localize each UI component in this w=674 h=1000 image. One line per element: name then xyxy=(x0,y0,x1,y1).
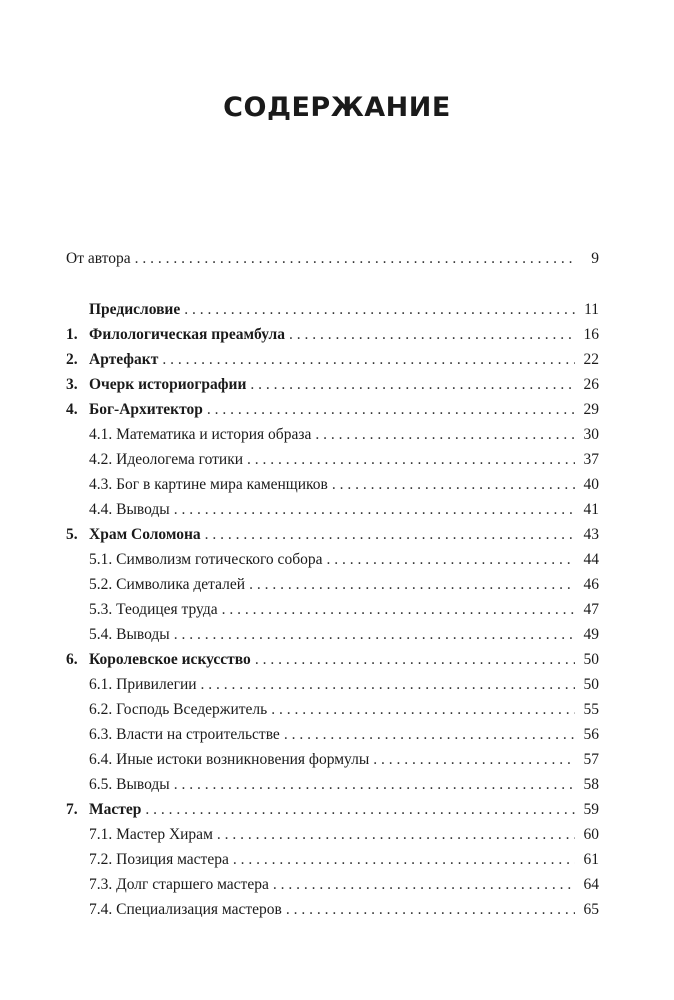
dot-leader xyxy=(273,872,575,897)
toc-page-number: 47 xyxy=(583,601,599,618)
dot-leader xyxy=(250,372,575,397)
toc-subsection-row[interactable] xyxy=(66,722,599,747)
toc-page-number: 41 xyxy=(583,501,599,518)
toc-entry-title: 6.2. Господь Вседержитель xyxy=(89,701,268,718)
toc-chapter-row[interactable] xyxy=(66,797,599,822)
toc-entry-title: 6.4. Иные истоки возникновения формулы xyxy=(89,751,370,768)
toc-chapter-number: 1. xyxy=(66,326,78,343)
toc-author-row[interactable] xyxy=(66,246,599,271)
toc-entry-title: Храм Соломона xyxy=(89,526,201,543)
dot-leader xyxy=(284,722,575,747)
toc-subsection-row[interactable] xyxy=(66,697,599,722)
toc-page-number: 50 xyxy=(583,651,599,668)
toc-page-number: 58 xyxy=(583,776,599,793)
toc-entry-title: 6.1. Привилегии xyxy=(89,676,197,693)
toc-entry-title: 7.2. Позиция мастера xyxy=(89,851,229,868)
page-title: СОДЕРЖАНИЕ xyxy=(223,92,451,123)
toc-chapter-row[interactable] xyxy=(66,372,599,397)
toc-page-number: 46 xyxy=(583,576,599,593)
toc-entry-title: 7.3. Долг старшего мастера xyxy=(89,876,269,893)
toc-page-number: 65 xyxy=(583,901,599,918)
dot-leader xyxy=(233,847,575,872)
toc-page-number: 50 xyxy=(583,676,599,693)
toc-chapter-row[interactable] xyxy=(66,647,599,672)
toc-page-number: 57 xyxy=(583,751,599,768)
dot-leader xyxy=(145,797,575,822)
toc-entry-title: 4.3. Бог в картине мира каменщиков xyxy=(89,476,328,493)
dot-leader xyxy=(373,747,575,772)
dot-leader xyxy=(184,297,575,322)
toc-entry-title: 5.1. Символизм готического собора xyxy=(89,551,323,568)
dot-leader xyxy=(286,897,575,922)
toc-chapter-row[interactable] xyxy=(66,322,599,347)
toc-subsection-row[interactable] xyxy=(66,872,599,897)
toc-page-number: 9 xyxy=(591,250,599,267)
toc-entry-title: Артефакт xyxy=(89,351,159,368)
dot-leader xyxy=(162,347,575,372)
toc-subsection-row[interactable] xyxy=(66,447,599,472)
dot-leader xyxy=(255,647,575,672)
toc-entry-title: 6.3. Власти на строительстве xyxy=(89,726,280,743)
toc-entry-title: 5.4. Выводы xyxy=(89,626,170,643)
toc-chapter-number: 5. xyxy=(66,526,78,543)
toc-subsection-row[interactable] xyxy=(66,497,599,522)
toc-chapter-number: 2. xyxy=(66,351,78,368)
toc-entry-title: Предисловие xyxy=(89,301,181,318)
toc-entry-title: От автора xyxy=(66,250,131,267)
toc-entry-title: Очерк историографии xyxy=(89,376,247,393)
dot-leader xyxy=(207,397,575,422)
toc-page-number: 44 xyxy=(583,551,599,568)
toc-chapter-number: 6. xyxy=(66,651,78,668)
toc-subsection-row[interactable] xyxy=(66,622,599,647)
toc-page-number: 43 xyxy=(583,526,599,543)
toc-entry-title: Королевское искусство xyxy=(89,651,251,668)
toc-entry-title: Мастер xyxy=(89,801,142,818)
toc-entry-title: 7.4. Специализация мастеров xyxy=(89,901,282,918)
toc-entry-title: 4.2. Идеологема готики xyxy=(89,451,244,468)
dot-leader xyxy=(247,447,575,472)
toc-page-number: 26 xyxy=(583,376,599,393)
dot-leader xyxy=(174,622,575,647)
toc-entry-title: Бог-Архитектор xyxy=(89,401,203,418)
toc-chapter-number: 4. xyxy=(66,401,78,418)
toc-subsection-row[interactable] xyxy=(66,897,599,922)
dot-leader xyxy=(205,522,575,547)
toc-page-number: 49 xyxy=(583,626,599,643)
toc-page-number: 55 xyxy=(583,701,599,718)
toc-page-number: 22 xyxy=(583,351,599,368)
toc-subsection-row[interactable] xyxy=(66,747,599,772)
dot-leader xyxy=(289,322,575,347)
toc-page-number: 11 xyxy=(584,301,599,318)
toc-chapter-number: 3. xyxy=(66,376,78,393)
toc-page-number: 16 xyxy=(583,326,599,343)
toc-chapter-row[interactable] xyxy=(66,297,599,322)
toc-subsection-row[interactable] xyxy=(66,597,599,622)
toc-subsection-row[interactable] xyxy=(66,422,599,447)
toc-page-number: 29 xyxy=(583,401,599,418)
toc-page-number: 30 xyxy=(583,426,599,443)
toc-subsection-row[interactable] xyxy=(66,472,599,497)
toc-subsection-row[interactable] xyxy=(66,772,599,797)
toc-entry-title: 5.3. Теодицея труда xyxy=(89,601,218,618)
dot-leader xyxy=(174,497,575,522)
toc-entry-title: 4.4. Выводы xyxy=(89,501,170,518)
toc-page-number: 37 xyxy=(583,451,599,468)
toc-entry-title: Филологическая преамбула xyxy=(89,326,286,343)
toc-subsection-row[interactable] xyxy=(66,847,599,872)
toc-chapter-row[interactable] xyxy=(66,347,599,372)
toc-subsection-row[interactable] xyxy=(66,822,599,847)
toc-subsection-row[interactable] xyxy=(66,672,599,697)
dot-leader xyxy=(174,772,575,797)
dot-leader xyxy=(201,672,575,697)
toc-chapter-row[interactable] xyxy=(66,522,599,547)
toc-page-number: 56 xyxy=(583,726,599,743)
toc-chapter-number: 7. xyxy=(66,801,78,818)
table-of-contents xyxy=(66,246,599,922)
toc-entry-title: 6.5. Выводы xyxy=(89,776,170,793)
toc-subsection-row[interactable] xyxy=(66,572,599,597)
dot-leader xyxy=(249,572,575,597)
toc-subsection-row[interactable] xyxy=(66,547,599,572)
toc-entry-title: 4.1. Математика и история образа xyxy=(89,426,312,443)
toc-chapter-row[interactable] xyxy=(66,397,599,422)
dot-leader xyxy=(222,597,575,622)
toc-entry-title: 5.2. Символика деталей xyxy=(89,576,246,593)
dot-leader xyxy=(332,472,575,497)
toc-entry-title: 7.1. Мастер Хирам xyxy=(89,826,213,843)
dot-leader xyxy=(315,422,575,447)
toc-page-number: 64 xyxy=(583,876,599,893)
toc-page-number: 40 xyxy=(583,476,599,493)
dot-leader xyxy=(271,697,575,722)
toc-page-number: 60 xyxy=(583,826,599,843)
dot-leader xyxy=(326,547,575,572)
dot-leader xyxy=(135,246,575,271)
toc-page-number: 59 xyxy=(583,801,599,818)
dot-leader xyxy=(217,822,575,847)
toc-page-number: 61 xyxy=(583,851,599,868)
